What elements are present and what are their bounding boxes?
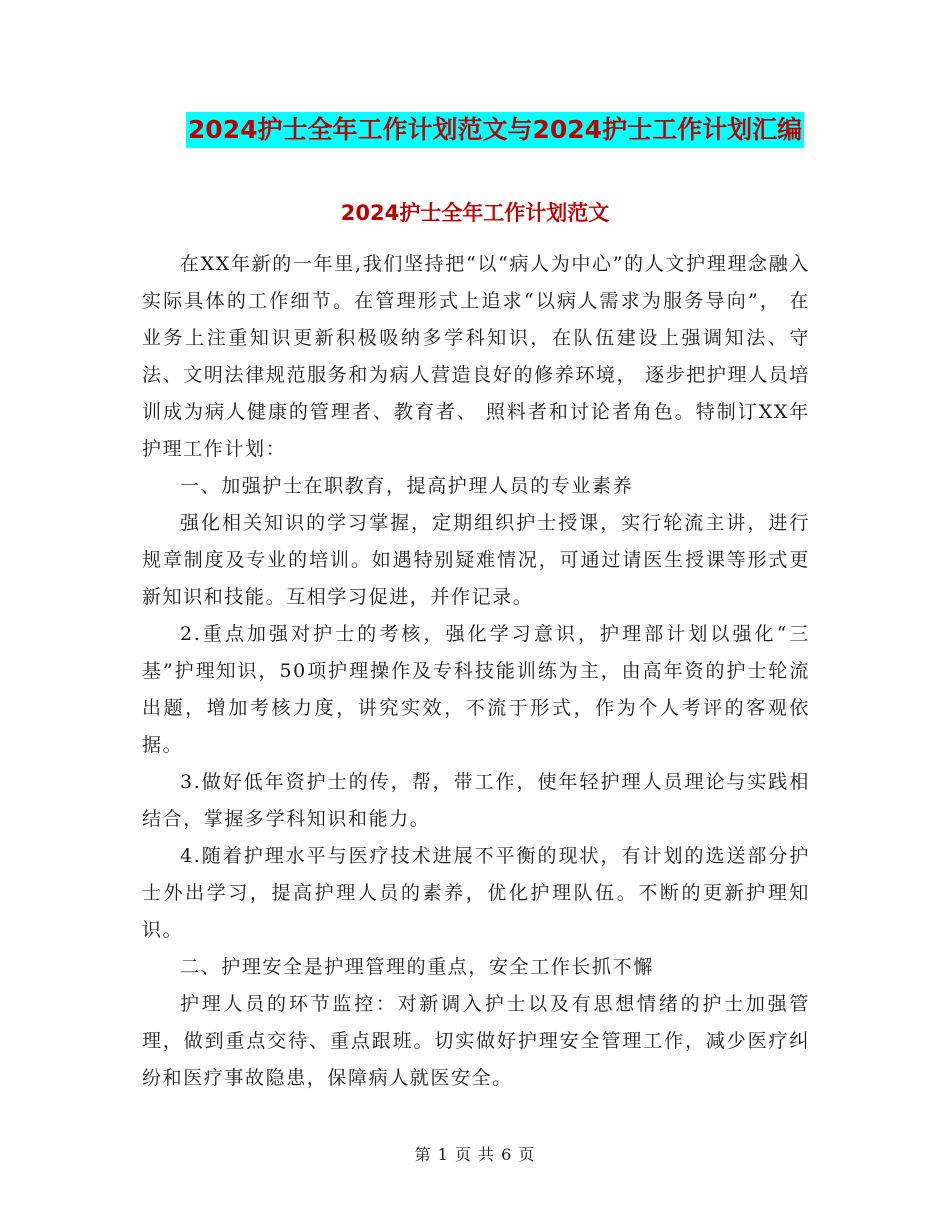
- paragraph: 护理人员的环节监控：对新调入护士以及有思想情绪的护士加强管理，做到重点交待、重点跟班。切实做好护理安全管理工作，减少医疗纠纷和医疗事故隐患，保障病人就医安全。: [142, 993, 810, 1089]
- heading-2: 二、护理安全是护理管理的重点，安全工作长抓不懈: [180, 956, 654, 978]
- section-title: 2024护士全年工作计划范文: [340, 201, 610, 225]
- intro-paragraph: 在XX年新的一年里,我们坚持把“以“病人为中心”的人文护理理念融入实际具体的工作细节。在管理形式上追求“以病人需求为服务导向”， 在业务上注重知识更新积极吸纳多学科知识，在队伍建设上强调知法、守法、文明法律规范服务和为病人营造良好的修养环境， 逐步把护理人员培训成为病人健康的管理者、教育者、 照料者和讨论者角色。特制订XX年护理工作计划：: [142, 253, 810, 460]
- document-title-container: [0, 112, 950, 148]
- paragraph: 强化相关知识的学习掌握，定期组织护士授课，实行轮流主讲，进行规章制度及专业的培训。如遇特别疑难情况，可通过请医生授课等形式更新知识和技能。互相学习促进，并作记录。: [142, 512, 810, 608]
- document-title: 2024护士全年工作计划范文与2024护士工作计划汇编: [186, 112, 804, 148]
- paragraph: 3.做好低年资护士的传，帮，带工作，使年轻护理人员理论与实践相结合，掌握多学科知识和能力。: [142, 771, 810, 830]
- heading-1: 一、加强护士在职教育，提高护理人员的专业素养: [180, 475, 634, 497]
- paragraph: 2.重点加强对护士的考核，强化学习意识，护理部计划以强化“三基”护理知识，50项护理操作及专科技能训练为主，由高年资的护士轮流出题，增加考核力度，讲究实效，不流于形式，作为个人考评的客观依据。: [142, 623, 810, 756]
- page-footer: 第 1 页 共 6 页: [414, 1145, 536, 1164]
- document-body: [142, 246, 810, 1097]
- paragraph: 4.随着护理水平与医疗技术进展不平衡的现状，有计划的选送部分护士外出学习，提高护理人员的素养，优化护理队伍。不断的更新护理知识。: [142, 845, 810, 941]
